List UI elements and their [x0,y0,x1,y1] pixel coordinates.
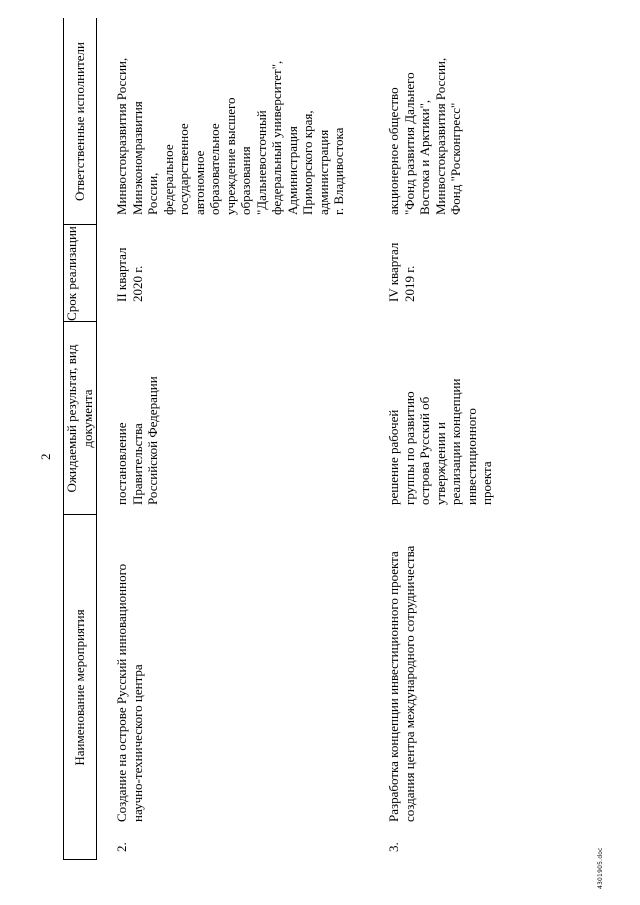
footer-doc-code: 4301905.doc [597,847,604,889]
row-2-number: 2. [114,842,129,852]
row-3-term: IV квартал 2019 г. [386,242,417,302]
header-bottom-border [96,18,97,860]
row-3-result: решение рабочей группы по развитию острова Русский об утверждении и реализации концепции инвестиционного проекта [386,378,494,505]
row-2-responsible: Минвостокразвития России, Минэкономразвития России, федеральное государственное автономное образовательное учреждение высшего образования "Дальневосточный федеральный университет", Администрация Приморского края, администрация г. Владивостока [114,57,346,215]
page-number: 2 [38,453,53,460]
header-result: Ожидаемый результат, вид документа [64,344,95,493]
header-name: Наименование мероприятия [72,609,87,766]
row-3-name: Разработка концепции инвестиционного проекта создания центра международного сотрудничества [386,545,417,822]
row-3-responsible: акционерное общество "Фонд развития Дальнего Востока и Арктики", Минвостокразвития России, Фонд "Росконгресс" [386,57,463,215]
row-2-name: Создание на острове Русский инновационного научно-технического центра [114,563,145,822]
row-3-number: 3. [386,842,401,852]
header-responsible: Ответственные исполнители [72,42,87,202]
row-2-term: II квартал 2020 г. [114,247,145,302]
row-2-result: постановление Правительства Российской Федерации [114,376,160,505]
header-term: Срок реализации [64,226,79,321]
